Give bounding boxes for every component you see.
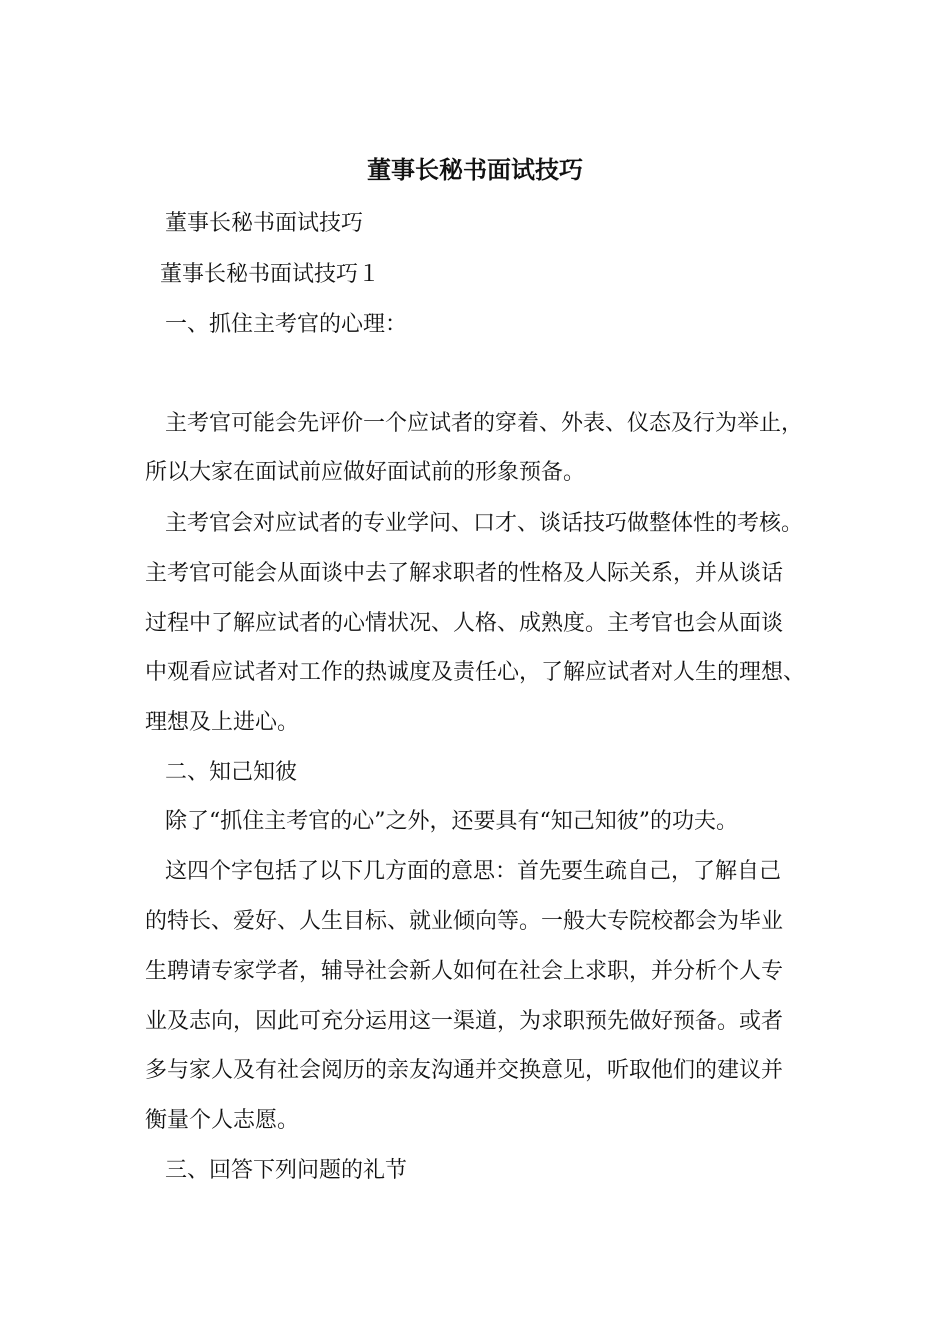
paragraph-line: 主考官会对应试者的专业学问、口才、谈话技巧做整体性的考核。 xyxy=(165,511,804,536)
paragraph-line: 所以大家在面试前应做好面试前的形象预备。 xyxy=(145,460,586,485)
paragraph-line: 的特长、爱好、人生目标、就业倾向等。一般大专院校都会为毕业 xyxy=(145,909,784,934)
paragraph-line: 主考官可能会从面谈中去了解求职者的性格及人际关系，并从谈话 xyxy=(145,561,784,586)
paragraph-line: 除了“抓住主考官的心”之外，还要具有“知己知彼”的功夫。 xyxy=(165,809,738,834)
heading-three: 三、回答下列问题的礼节 xyxy=(165,1158,408,1183)
document-title: 董事长秘书面试技巧 xyxy=(367,155,583,184)
paragraph-line: 业及志向，因此可充分运用这一渠道，为求职预先做好预备。或者 xyxy=(145,1009,784,1034)
paragraph-line: 这四个字包括了以下几方面的意思：首先要生疏自己，了解自己 xyxy=(165,859,782,884)
paragraph-line: 中观看应试者对工作的热诚度及责任心，了解应试者对人生的理想、 xyxy=(145,660,806,685)
paragraph-line: 多与家人及有社会阅历的亲友沟通并交换意见，听取他们的建议并 xyxy=(145,1058,784,1083)
heading-two: 二、知己知彼 xyxy=(165,760,298,785)
paragraph-line: 理想及上进心。 xyxy=(145,710,300,735)
section-number-line: 董事长秘书面试技巧１ xyxy=(160,262,381,287)
heading-one: 一、抓住主考官的心理： xyxy=(165,312,408,337)
paragraph-line: 主考官可能会先评价一个应试者的穿着、外表、仪态及行为举止， xyxy=(165,411,804,436)
paragraph-line: 衡量个人志愿。 xyxy=(145,1108,300,1133)
paragraph-line: 过程中了解应试者的心情状况、人格、成熟度。主考官也会从面谈 xyxy=(145,611,784,636)
subtitle-line: 董事长秘书面试技巧 xyxy=(165,211,364,236)
paragraph-line: 生聘请专家学者，辅导社会新人如何在社会上求职，并分析个人专 xyxy=(145,959,784,984)
